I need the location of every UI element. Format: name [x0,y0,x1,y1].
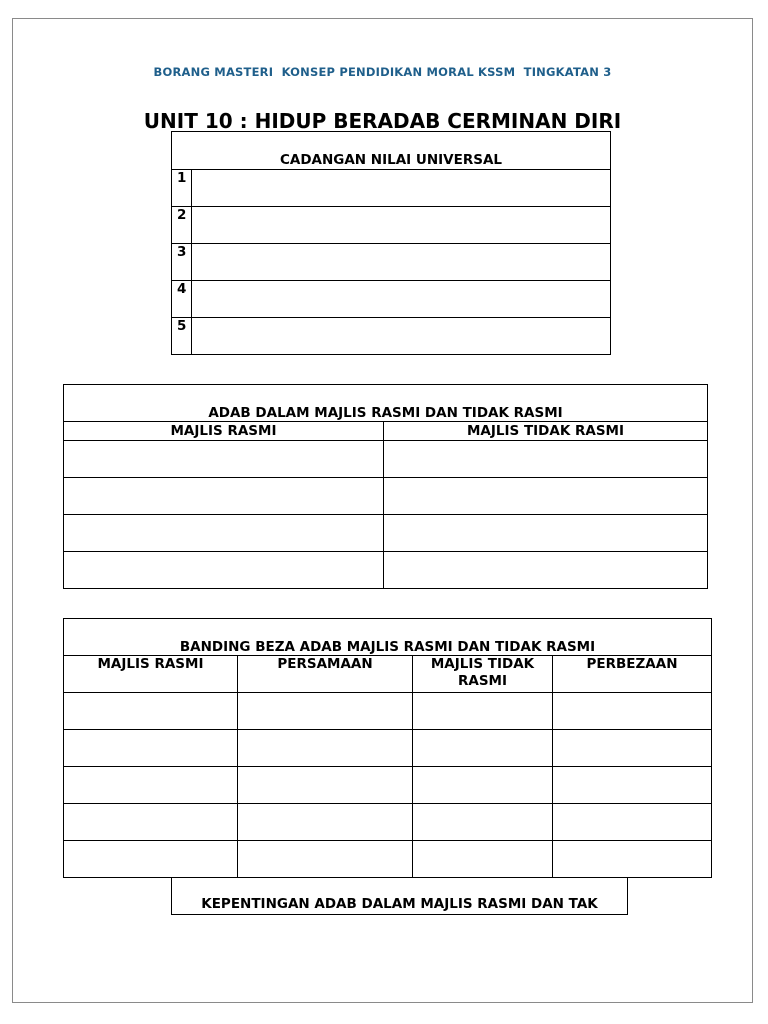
answer-cell[interactable] [413,804,553,841]
form-header: BORANG MASTERI KONSEP PENDIDIKAN MORAL KSSM TINGKATAN 3 [153,65,612,79]
answer-cell[interactable] [238,693,413,730]
column-header: PERBEZAAN [553,656,712,693]
row-number: 3 [172,244,192,281]
column-header: MAJLIS RASMI [64,656,238,693]
answer-cell[interactable] [64,693,238,730]
answer-cell[interactable] [553,804,712,841]
answer-cell[interactable] [413,841,553,878]
answer-cell[interactable] [192,318,611,355]
answer-cell[interactable] [64,478,384,515]
row-number: 4 [172,281,192,318]
answer-cell[interactable] [64,730,238,767]
answer-cell[interactable] [413,693,553,730]
answer-cell[interactable] [192,244,611,281]
answer-cell[interactable] [238,804,413,841]
column-header: MAJLIS RASMI [64,422,384,441]
answer-cell[interactable] [553,767,712,804]
answer-cell[interactable] [192,170,611,207]
answer-cell[interactable] [238,841,413,878]
answer-cell[interactable] [413,767,553,804]
answer-cell[interactable] [553,841,712,878]
answer-cell[interactable] [553,693,712,730]
answer-cell[interactable] [238,730,413,767]
row-number: 5 [172,318,192,355]
answer-cell[interactable] [413,730,553,767]
column-header: MAJLIS TIDAK RASMI [384,422,708,441]
answer-cell[interactable] [384,478,708,515]
answer-cell[interactable] [384,515,708,552]
table-caption: BANDING BEZA ADAB MAJLIS RASMI DAN TIDAK RASMI [64,619,712,656]
page-title: UNIT 10 : HIDUP BERADAB CERMINAN DIRI [143,109,622,133]
table-caption: CADANGAN NILAI UNIVERSAL [172,132,611,170]
answer-cell[interactable] [553,730,712,767]
answer-cell[interactable] [64,767,238,804]
comparison-table [63,618,712,878]
answer-cell[interactable] [64,804,238,841]
universal-values-table [171,131,611,355]
answer-cell[interactable] [64,441,384,478]
column-header: MAJLIS TIDAK RASMI [413,656,553,693]
answer-cell[interactable] [238,767,413,804]
answer-cell[interactable] [384,552,708,589]
importance-heading: KEPENTINGAN ADAB DALAM MAJLIS RASMI DAN TAK [171,877,628,915]
answer-cell[interactable] [64,515,384,552]
column-header: PERSAMAAN [238,656,413,693]
answer-cell[interactable] [384,441,708,478]
manners-table [63,384,708,589]
row-number: 2 [172,207,192,244]
answer-cell[interactable] [64,841,238,878]
row-number: 1 [172,170,192,207]
answer-cell[interactable] [192,207,611,244]
answer-cell[interactable] [192,281,611,318]
table-caption: ADAB DALAM MAJLIS RASMI DAN TIDAK RASMI [64,385,708,422]
answer-cell[interactable] [64,552,384,589]
